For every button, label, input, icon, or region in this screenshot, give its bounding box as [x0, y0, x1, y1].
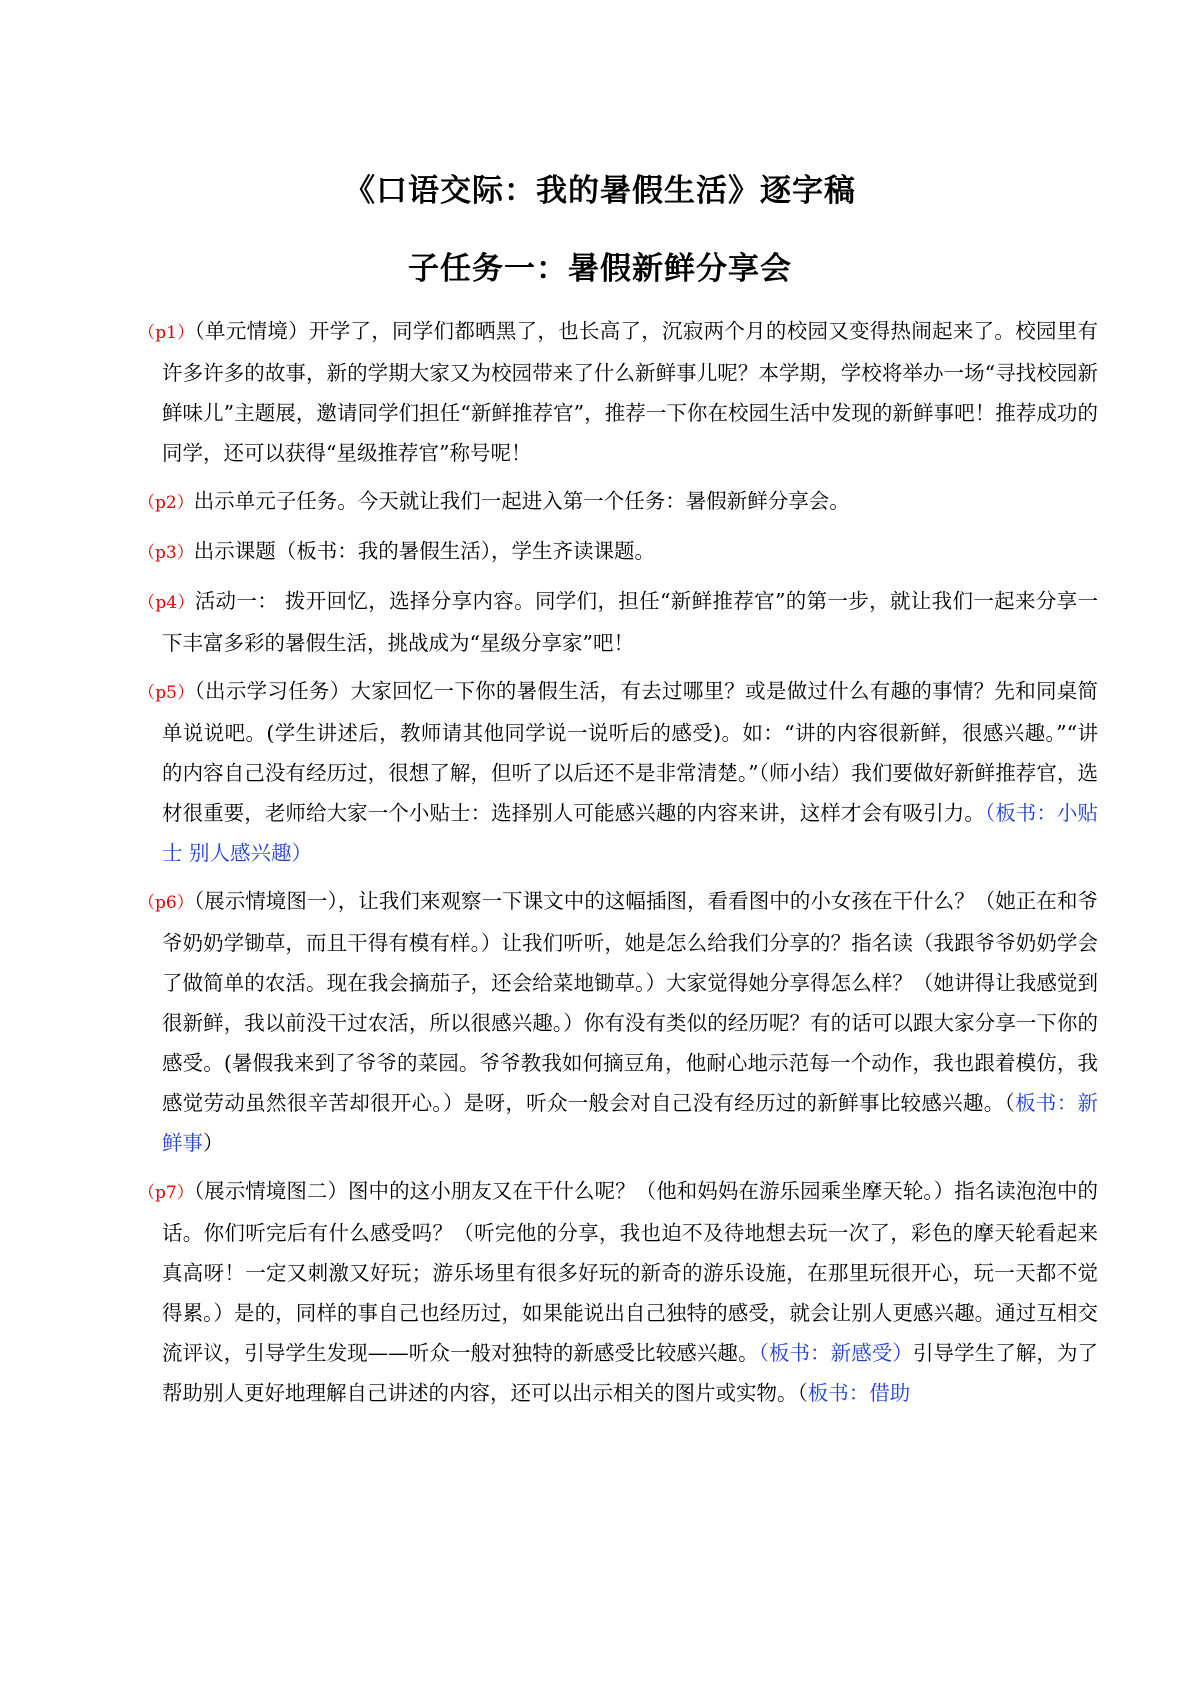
- paragraph-p7: [138, 1171, 1098, 1413]
- paragraph-p3: [138, 531, 1098, 573]
- paragraph-text: ）: [203, 1131, 224, 1155]
- document-subtitle: 子任务一：暑假新鲜分享会: [408, 251, 792, 287]
- paragraph-marker: （p5）: [138, 683, 195, 703]
- paragraph-p1: [138, 311, 1098, 473]
- paragraph-text: 出示课题（板书：我的暑假生活），学生齐读课题。: [193, 539, 655, 563]
- paragraph-marker: （p6）: [138, 893, 194, 913]
- board-note: 板书：借助: [807, 1381, 911, 1405]
- paragraph-marker: （p3）: [138, 543, 194, 563]
- paragraph-text: 引导学生了解，为了帮助别人更好地理解自己讲述的内容，还可以出示相关的图片或实物。（: [162, 1341, 1099, 1405]
- paragraph-marker: （p4）: [138, 593, 195, 613]
- paragraph-p5: [138, 671, 1098, 873]
- board-note: （板书：新感受）: [758, 1341, 913, 1365]
- paragraph-p6: [138, 881, 1098, 1163]
- paragraph-text: （展示情境图二）图中的这小朋友又在干什么呢？（他和妈妈在游乐园乘坐摩天轮。）指名读泡泡中的话。你们听完后有什么感受吗？（听完他的分享，我也迫不及待地想去玩一次了，彩色的摩天轮看起来真高呀！一定又刺激又好玩；游乐场里有很多好玩的新奇的游乐设施，在那里玩很开心，玩一天都不觉得累。）是的，同样的事自己也经历过，如果能说出自己独特的感受，就会让别人更感兴趣。通过互相交流评议，引导学生发现——听众一般对独特的新感受比较感兴趣。: [162, 1179, 1099, 1365]
- paragraph-p4: [138, 581, 1098, 663]
- paragraph-text: （展示情境图一），让我们来观察一下课文中的这幅插图，看看图中的小女孩在干什么？（她正在和爷爷奶奶学锄草，而且干得有模有样。）让我们听听，她是怎么给我们分享的？指名读（我跟爷爷奶奶学会了做简单的农活。现在我会摘茄子，还会给菜地锄草。）大家觉得她分享得怎么样？（她讲得让我感觉到很新鲜，我以前没干过农活，所以很感兴趣。）你有没有类似的经历呢？有的话可以跟大家分享一下你的感受。(暑假我来到了爷爷的菜园。爷爷教我如何摘豆角，他耐心地示范每一个动作，我也跟着模仿，我感觉劳动虽然很辛苦却很开心。）是呀，听众一般会对自己没有经历过的新鲜事比较感兴趣。（: [162, 889, 1099, 1115]
- paragraph-text: （出示学习任务）大家回忆一下你的暑假生活，有去过哪里？或是做过什么有趣的事情？先和同桌简单说说吧。(学生讲述后，教师请其他同学说一说听后的感受)。如：“讲的内容很新鲜，很感兴趣。”“讲的内容自己没有经历过，很想了解，但听了以后还不是非常清楚。”（师小结）我们要做好新鲜推荐官，选材很重要，老师给大家一个小贴士：选择别人可能感兴趣的内容来讲，这样才会有吸引力。: [162, 679, 1099, 825]
- board-note: （板书：小贴士 别人感兴趣）: [162, 801, 1099, 865]
- paragraph-text: 出示单元子任务。今天就让我们一起进入第一个任务：暑假新鲜分享会。: [193, 489, 850, 513]
- document-body: [138, 311, 1098, 1421]
- board-note: 板书：新鲜事: [162, 1091, 1099, 1155]
- paragraph-text: 活动一： 拨开回忆，选择分享内容。同学们，担任“新鲜推荐官”的第一步，就让我们一起来分享一下丰富多彩的暑假生活，挑战成为“星级分享家”吧！: [162, 589, 1098, 655]
- paragraph-text: （单元情境）开学了，同学们都晒黑了，也长高了，沉寂两个月的校园又变得热闹起来了。校园里有许多许多的故事，新的学期大家又为校园带来了什么新鲜事儿呢？本学期，学校将举办一场“寻找校园新鲜味儿”主题展，邀请同学们担任“新鲜推荐官”，推荐一下你在校园生活中发现的新鲜事吧！推荐成功的同学，还可以获得“星级推荐官”称号呢！: [162, 319, 1099, 465]
- paragraph-marker: （p1）: [138, 323, 195, 343]
- paragraph-p2: [138, 481, 1098, 523]
- document-title: 《口语交际：我的暑假生活》逐字稿: [344, 173, 856, 209]
- paragraph-marker: （p2）: [138, 493, 194, 513]
- paragraph-marker: （p7）: [138, 1183, 194, 1203]
